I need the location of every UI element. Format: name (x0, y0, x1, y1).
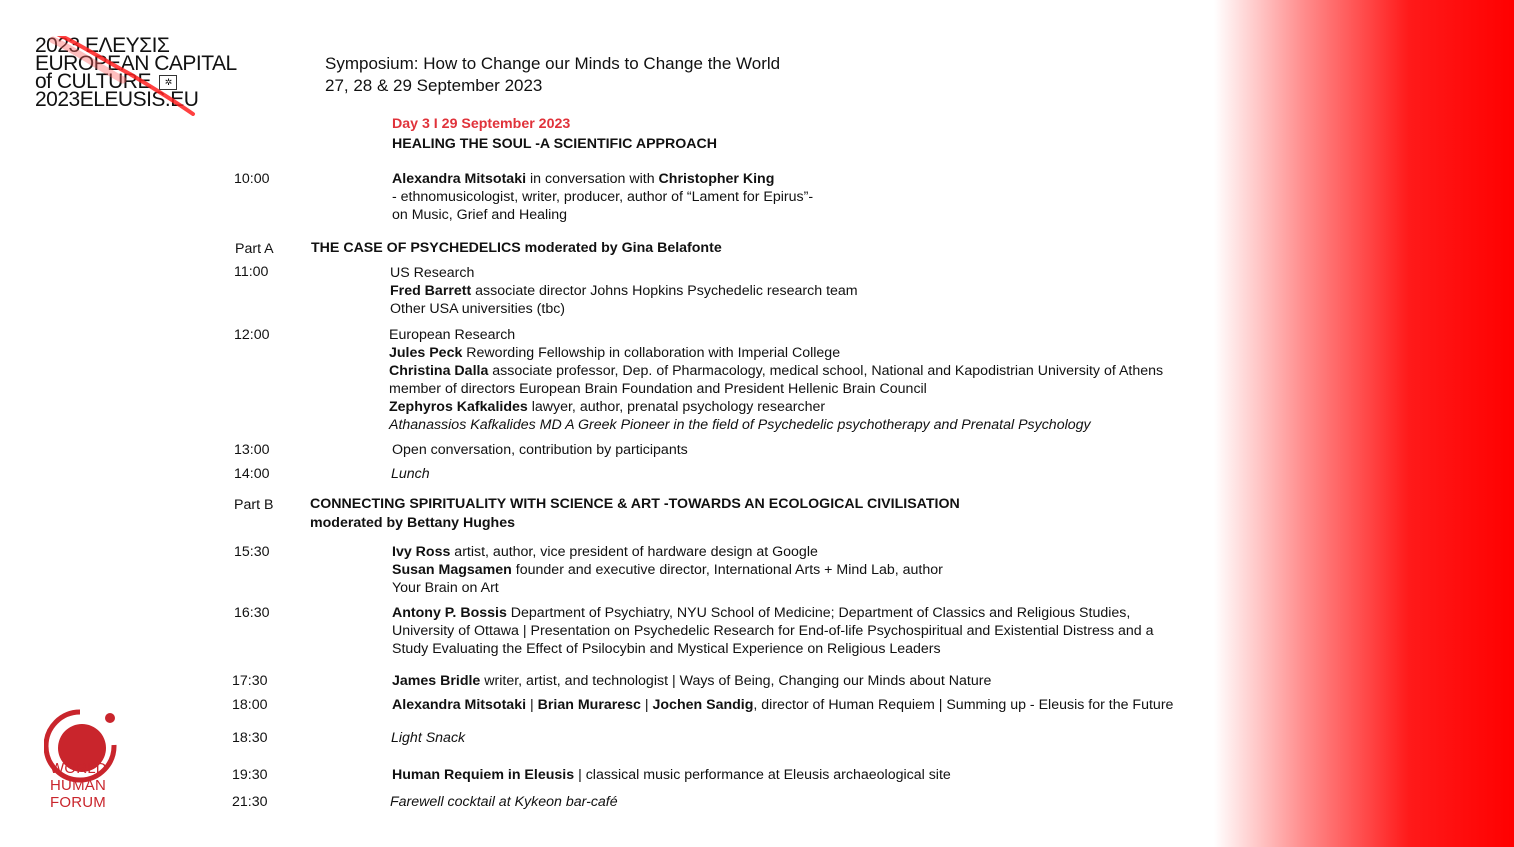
logo-line-3-text: of CULTURE (35, 70, 151, 93)
session-text: in conversation with (526, 171, 659, 187)
whf-line-3: FORUM (50, 794, 106, 811)
separator: | (640, 697, 653, 713)
session-1630 (392, 604, 1154, 658)
session-line: Study Evaluating the Effect of Psilocybin and Mystical Experience on Religious Leaders (392, 641, 941, 657)
logo-line-1: 2023 ΕΛΕΥΣΙΣ (35, 34, 170, 57)
time-1800: 18:00 (232, 697, 268, 713)
time-1400: 14:00 (234, 466, 270, 482)
separator: | (526, 697, 538, 713)
session-text: Department of Psychiatry, NYU School of Medicine; Department of Classics and Religious Studies, (506, 605, 1131, 621)
session-2130: Farewell cocktail at Kykeon bar-café (390, 794, 618, 810)
time-1830: 18:30 (232, 730, 268, 746)
whf-line-2: HUMAN (50, 777, 106, 794)
day-theme: HEALING THE SOUL -A SCIENTIFIC APPROACH (392, 136, 718, 152)
speaker-name: Jochen Sandig (652, 697, 754, 713)
session-line: US Research (390, 265, 475, 281)
session-line: University of Ottawa | Presentation on Psychedelic Research for End-of-life Psychospiritual and Existential Distress and a (392, 623, 1154, 639)
time-1930: 19:30 (232, 767, 268, 783)
speaker-name: Alexandra Mitsotaki (392, 697, 527, 713)
session-line: European Research (389, 327, 516, 343)
symposium-title: Symposium: How to Change our Minds to Change the World (325, 54, 781, 73)
session-text: writer, artist, and technologist | Ways of Being, Changing our Minds about Nature (480, 673, 992, 689)
part-a-label: Part A (235, 241, 274, 257)
speaker-name: Susan Magsamen (392, 562, 512, 578)
speaker-name: Human Requiem in Eleusis (392, 767, 575, 783)
session-text: Rewording Fellowship in collaboration with Imperial College (462, 345, 841, 361)
time-1200: 12:00 (234, 327, 270, 343)
session-1800 (392, 696, 1173, 714)
session-1100 (390, 264, 858, 318)
session-1530 (392, 543, 943, 597)
session-line: Other USA universities (tbc) (390, 301, 566, 317)
logo-swoosh-icon (35, 36, 235, 116)
session-text: associate director Johns Hopkins Psychedelic research team (471, 283, 858, 299)
time-1300: 13:00 (234, 442, 270, 458)
session-line: member of directors European Brain Foundation and President Hellenic Brain Council (389, 381, 927, 397)
session-text: | classical music performance at Eleusis archaeological site (574, 767, 951, 783)
session-1730 (392, 672, 991, 690)
session-line: - ethnomusicologist, writer, producer, author of “Lament for Epirus”- (392, 189, 814, 205)
part-a-title: THE CASE OF PSYCHEDELICS moderated by Gina Belafonte (311, 240, 722, 256)
time-1000: 10:00 (234, 171, 270, 187)
session-text: artist, author, vice president of hardware design at Google (450, 544, 818, 560)
session-1200 (389, 326, 1163, 434)
session-line: on Music, Grief and Healing (392, 207, 568, 223)
session-text: A Greek Pioneer in the field of Psychedelic psychotherapy and Prenatal Psychology (561, 417, 1091, 433)
session-1830: Light Snack (391, 730, 466, 746)
speaker-name: Ivy Ross (392, 544, 451, 560)
speaker-name: Athanassios Kafkalides MD (389, 417, 562, 433)
day-label: Day 3 I 29 September 2023 (392, 116, 571, 132)
time-1530: 15:30 (234, 544, 270, 560)
speaker-name: Brian Muraresc (537, 697, 641, 713)
session-text: , director of Human Requiem | Summing up - Eleusis for the Future (753, 697, 1174, 713)
speaker-name: Fred Barrett (390, 283, 472, 299)
speaker-name: Alexandra Mitsotaki (392, 171, 527, 187)
part-b-label: Part B (234, 497, 274, 513)
speaker-name: James Bridle (392, 673, 481, 689)
whf-line-1: WORLD (50, 760, 107, 777)
eleusis-logo (35, 36, 245, 116)
time-1730: 17:30 (232, 673, 268, 689)
session-1000 (392, 170, 813, 224)
right-red-gradient (1214, 0, 1514, 847)
session-1930 (392, 766, 951, 784)
speaker-name: Zephyros Kafkalides (389, 399, 528, 415)
session-text: lawyer, author, prenatal psychology researcher (527, 399, 826, 415)
speaker-name: Jules Peck (389, 345, 463, 361)
part-b-title: CONNECTING SPIRITUALITY WITH SCIENCE & ART -TOWARDS AN ECOLOGICAL CIVILISATION (310, 496, 960, 512)
speaker-name: Christina Dalla (389, 363, 489, 379)
logo-line-4: 2023ELEUSIS.EU (35, 88, 199, 111)
eu-flag-icon: ✲ (159, 75, 177, 90)
time-1100: 11:00 (234, 264, 269, 280)
session-1300: Open conversation, contribution by participants (392, 442, 688, 458)
session-text: founder and executive director, International Arts + Mind Lab, author (511, 562, 943, 578)
world-human-forum-text (50, 760, 107, 811)
speaker-name: Antony P. Bossis (392, 605, 507, 621)
session-1400: Lunch (391, 466, 430, 482)
speaker-name: Christopher King (658, 171, 775, 187)
time-1630: 16:30 (234, 605, 270, 621)
time-2130: 21:30 (232, 794, 268, 810)
logo-line-2: EUROPEAN CAPITAL (35, 52, 237, 75)
session-text: associate professor, Dep. of Pharmacology, medical school, National and Kapodistrian University of Athens (488, 363, 1164, 379)
part-b-moderator: moderated by Bettany Hughes (310, 515, 515, 531)
symposium-dates: 27, 28 & 29 September 2023 (325, 76, 543, 95)
session-line: Your Brain on Art (392, 580, 499, 596)
